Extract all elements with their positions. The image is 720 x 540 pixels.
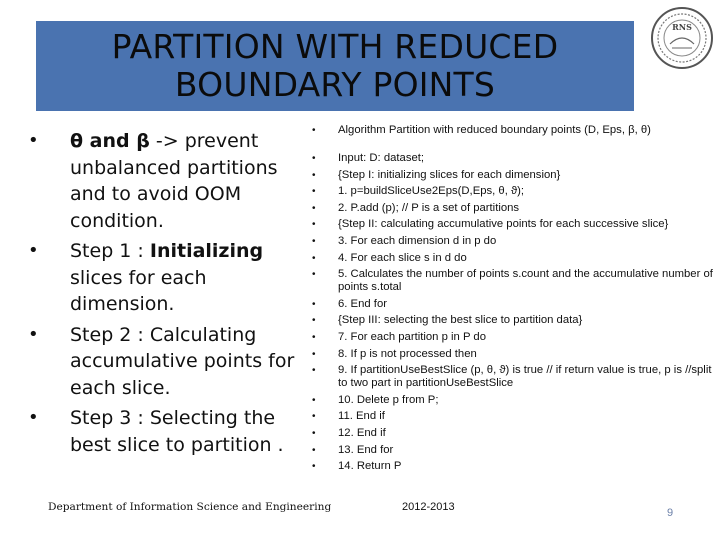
page-number: 9 [667,507,674,519]
bullet-dot: • [312,365,316,377]
algorithm-line-text: 8. If p is not processed then [338,347,477,360]
slide-title-line-1: PARTITION WITH REDUCED [111,27,559,66]
algorithm-line-text: {Step II: calculating accumulative points for each successive slice} [338,218,669,231]
rns-seal-icon [650,6,714,70]
algorithm-line [308,185,714,198]
left-bullet-3 [28,322,296,402]
bullet-dot: • [312,202,316,214]
bullet-dot: • [312,348,316,360]
algorithm-line [308,298,714,311]
bullet-dot: • [312,269,316,281]
algorithm-line-text: 1. p=buildSliceUse2Eps(D,Eps, θ, ϑ); [338,185,525,198]
algorithm-line [308,444,714,457]
algorithm-line [308,218,714,231]
algorithm-line-text: 9. If partitionUseBestSlice (p, θ, ϑ) is true // if return value is true, p is //split to two part in partitionUseBestSlice [338,364,712,390]
bullet-dot: • [312,235,316,247]
algorithm-header [308,124,714,137]
algorithm-line [308,348,714,361]
algorithm-line-text: {Step I: initializing slices for each dimension} [338,168,561,181]
algorithm-line [308,268,714,294]
algorithm-line-text: Input: D: dataset; [338,152,425,164]
bullet-dot: • [312,411,316,423]
bullet-dot: • [312,427,316,439]
algorithm-line-text: 5. Calculates the number of points s.count and the accumulative number of points s.total [338,268,713,294]
algorithm-line [308,410,714,423]
bullet-dot: • [312,331,316,343]
footer-year: 2012-2013 [402,501,455,513]
algorithm-header-text: Algorithm Partition with reduced boundary points (D, Eps, β, θ) [338,124,651,136]
algorithm-line [308,394,714,407]
left-bullet-4 [28,405,296,458]
algorithm-line [308,169,714,182]
left-bullet-list [28,128,296,462]
left-bullet-2-bold: Initializing [149,240,264,262]
algorithm-line [308,152,714,165]
algorithm-line-text: 14. Return P [338,460,402,473]
algorithm-line [308,460,714,473]
algorithm-list [308,124,714,477]
slide-title-line-2: BOUNDARY POINTS [174,65,496,104]
bullet-dot: • [312,461,316,473]
bullet-dot: • [28,323,39,345]
algorithm-line [308,314,714,327]
left-bullet-4-text: Step 3 : Selecting the best slice to partition . [70,407,284,456]
left-bullet-2-text: slices for each dimension. [70,266,207,315]
algorithm-line-text: 11. End if [338,410,385,423]
algorithm-line-text: 3. For each dimension d in p do [338,234,497,247]
title-banner [36,21,634,111]
left-bullet-2 [28,238,296,318]
bullet-dot: • [312,315,316,327]
algorithm-line-text: 10. Delete p from P; [338,393,439,406]
bullet-dot: • [28,240,39,261]
algorithm-line-text: 12. End if [338,426,386,439]
slide-title [36,28,634,104]
left-bullet-3-text: Step 2 : Calculating accumulative points for each slice. [70,323,295,399]
bullet-dot: • [312,219,316,231]
algorithm-line [308,235,714,248]
algorithm-line [308,252,714,265]
algorithm-line [308,331,714,344]
bullet-dot: • [28,130,39,151]
bullet-dot: • [312,252,316,264]
algorithm-line-text: 13. End for [338,443,394,456]
footer-department: Department of Information Science and Engineering [48,501,332,513]
bullet-dot: • [28,407,39,428]
algorithm-line-text: 7. For each partition p in P do [338,330,486,343]
left-bullet-1-text: -> prevent unbalanced partitions and to avoid OOM condition. [70,130,278,232]
bullet-dot: • [312,153,316,164]
algorithm-line-text: 2. P.add (p); // P is a set of partitions [338,201,520,214]
logo-text: RNS [672,22,692,32]
bullet-dot: • [312,298,316,310]
left-bullet-1 [28,128,296,234]
algorithm-line-text: 4. For each slice s in d do [338,251,467,264]
bullet-dot: • [312,186,316,198]
left-bullet-2-prefix: Step 1 : [70,240,150,262]
algorithm-line-text: 6. End for [338,297,387,310]
theta-beta-label: θ and β [70,130,150,152]
algorithm-line [308,364,714,390]
bullet-dot: • [312,394,316,406]
algorithm-line [308,202,714,215]
algorithm-line-text: {Step III: selecting the best slice to partition data} [338,314,583,327]
bullet-dot: • [312,444,316,456]
bullet-dot: • [312,169,316,181]
algorithm-line [308,427,714,440]
bullet-dot: • [312,125,316,136]
